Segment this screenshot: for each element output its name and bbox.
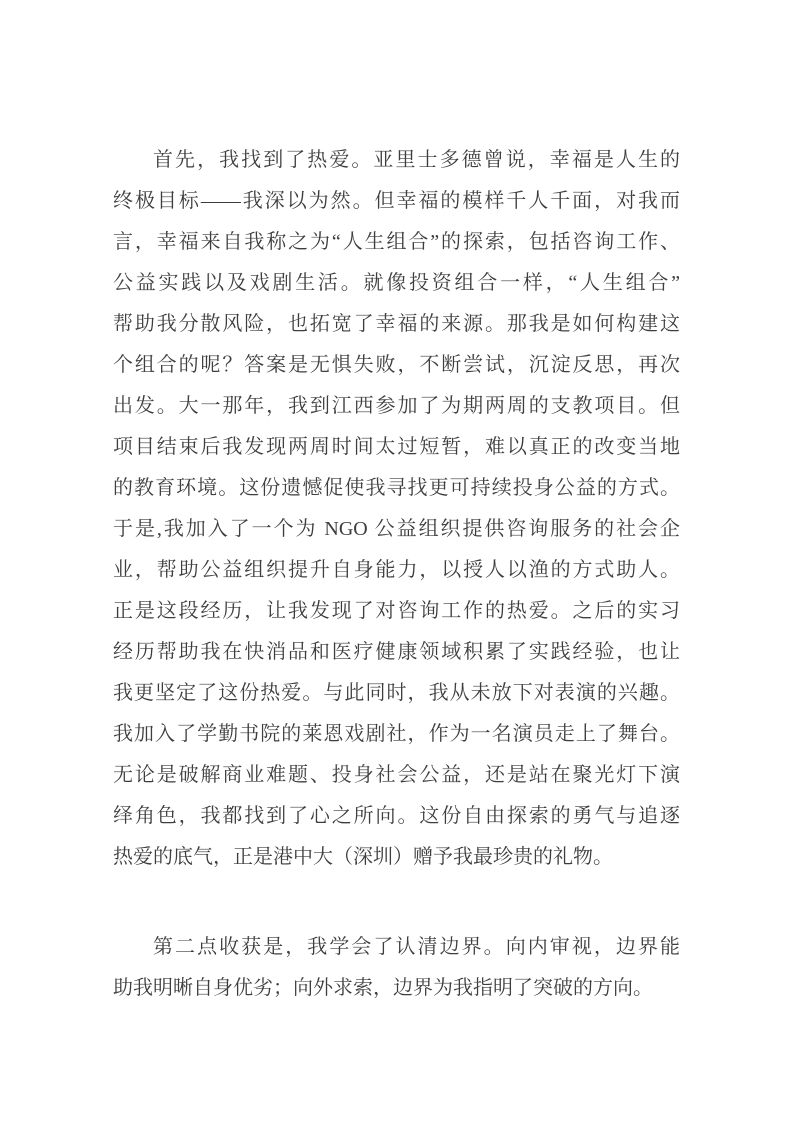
text-line: 项目结束后我发现两周时间太过短暂，难以真正的改变当地 xyxy=(113,436,680,458)
text-line: 帮助我分散风险，也拓宽了幸福的来源。那我是如何构建这 xyxy=(113,313,680,335)
text-line: 言，幸福来自我称之为“人生组合”的探索，包括咨询工作、 xyxy=(113,231,680,253)
text-line: 我加入了学勤书院的莱恩戏剧社，作为一名演员走上了舞台。 xyxy=(113,723,680,745)
text-line: 我更坚定了这份热爱。与此同时，我从未放下对表演的兴趣。 xyxy=(113,682,680,704)
text-line: 无论是破解商业难题、投身社会公益，还是站在聚光灯下演 xyxy=(113,764,680,786)
text-line: 业，帮助公益组织提升自身能力，以授人以渔的方式助人。 xyxy=(113,559,680,581)
text-line: 于是,我加入了一个为 NGO 公益组织提供咨询服务的社会企 xyxy=(113,518,680,540)
text-line: 热爱的底气，正是港中大（深圳）赠予我最珍贵的礼物。 xyxy=(113,846,613,868)
text-line: 正是这段经历，让我发现了对咨询工作的热爱。之后的实习 xyxy=(113,600,680,622)
text-line: 出发。大一那年，我到江西参加了为期两周的支教项目。但 xyxy=(113,395,680,417)
text-line: 经历帮助我在快消品和医疗健康领域积累了实践经验，也让 xyxy=(113,641,680,663)
text-line: 终极目标——我深以为然。但幸福的模样千人千面，对我而 xyxy=(113,190,680,212)
paragraph-passion xyxy=(113,140,680,878)
text-line: 公益实践以及戏剧生活。就像投资组合一样，“人生组合” xyxy=(113,272,680,294)
paragraph-boundaries xyxy=(113,927,680,1009)
text-line: 个组合的呢？答案是无惧失败，不断尝试，沉淀反思，再次 xyxy=(113,354,680,376)
text-line: 助我明晰自身优劣；向外求索，边界为我指明了突破的方向。 xyxy=(113,977,653,999)
text-line: 首先，我找到了热爱。亚里士多德曾说，幸福是人生的 xyxy=(153,149,680,171)
text-line: 第二点收获是，我学会了认清边界。向内审视，边界能 xyxy=(153,936,680,958)
text-line: 的教育环境。这份遗憾促使我寻找更可持续投身公益的方式。 xyxy=(113,477,680,499)
text-line: 绎角色，我都找到了心之所向。这份自由探索的勇气与追逐 xyxy=(113,805,680,827)
